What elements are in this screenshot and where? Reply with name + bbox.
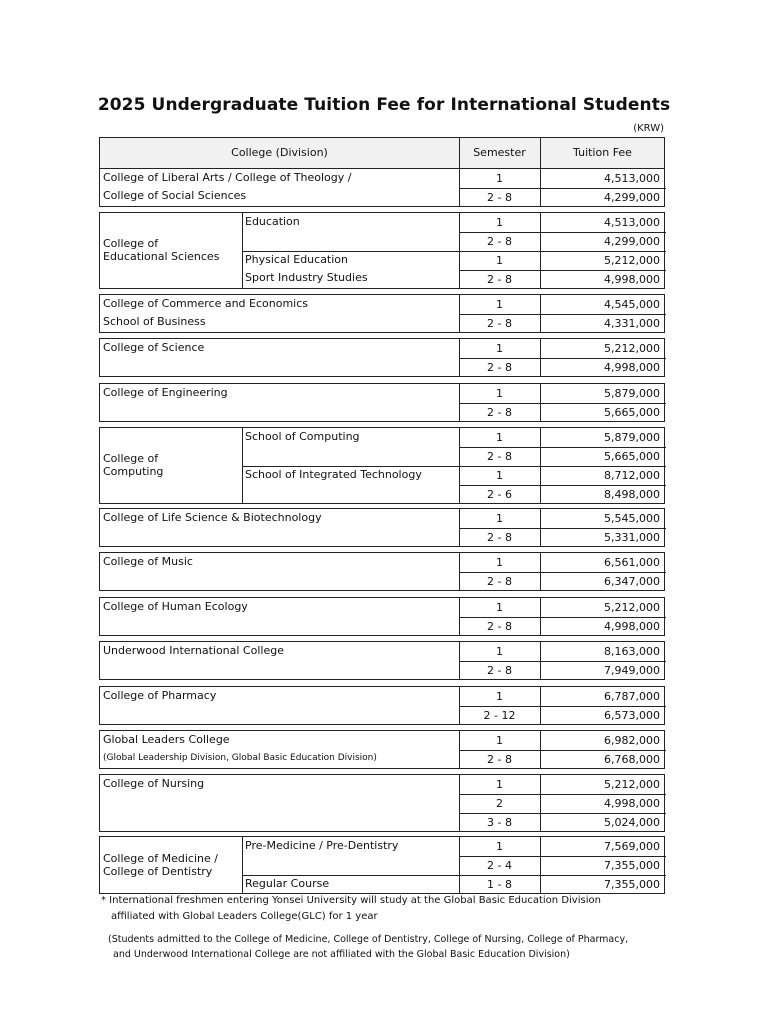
tuition-fee-cell: 8,163,000: [604, 645, 660, 658]
semester-cell: 1: [496, 778, 503, 791]
tuition-fee-cell: 6,787,000: [604, 690, 660, 703]
tuition-group: [99, 552, 665, 591]
semester-cell: 2 - 8: [487, 531, 512, 544]
tuition-fee-cell: 4,545,000: [604, 298, 660, 311]
tuition-fee-cell: 5,212,000: [604, 778, 660, 791]
tuition-fee-cell: 7,569,000: [604, 840, 660, 853]
semester-cell: 2 - 8: [487, 664, 512, 677]
semester-cell: 2 - 8: [487, 753, 512, 766]
tuition-fee-cell: 5,212,000: [604, 254, 660, 267]
college-name: College of Commerce and Economics: [103, 297, 309, 310]
tuition-group: [99, 338, 665, 377]
tuition-group: [99, 774, 665, 832]
semester-cell: 2 - 8: [487, 273, 512, 286]
tuition-group: [99, 836, 665, 894]
note-line-2: affiliated with Global Leaders College(GLC) for 1 year: [111, 911, 378, 922]
tuition-fee-cell: 4,998,000: [604, 273, 660, 286]
semester-cell: 2 - 12: [483, 709, 516, 722]
tuition-fee-cell: 4,331,000: [604, 317, 660, 330]
tuition-fee-cell: 5,545,000: [604, 512, 660, 525]
tuition-fee-cell: 4,998,000: [604, 361, 660, 374]
college-name: College of: [103, 237, 159, 250]
note-line-4: and Underwood International College are not affiliated with the Global Basic Education Division): [113, 949, 570, 960]
college-name: College of Dentistry: [103, 864, 213, 878]
currency-unit: (KRW): [633, 123, 664, 134]
college-name: College of Nursing: [103, 777, 205, 790]
tuition-group: [99, 294, 665, 333]
page-title: 2025 Undergraduate Tuition Fee for International Students: [97, 95, 671, 115]
tuition-fee-cell: 5,665,000: [604, 450, 660, 463]
semester-cell: 1: [496, 298, 503, 311]
semester-cell: 2: [496, 797, 503, 810]
tuition-fee-cell: 7,355,000: [604, 859, 660, 872]
semester-cell: 2 - 4: [487, 859, 512, 872]
semester-cell: 2 - 8: [487, 361, 512, 374]
division-name: School of Computing: [245, 430, 360, 443]
semester-cell: 1: [496, 469, 503, 482]
college-name: College of Human Ecology: [103, 600, 248, 613]
semester-cell: 1: [496, 254, 503, 267]
college-name: College of Social Sciences: [103, 189, 247, 202]
college-name: College of Music: [103, 555, 193, 568]
tuition-fee-cell: 4,299,000: [604, 191, 660, 204]
college-name: Computing: [103, 465, 164, 478]
college-name: Educational Sciences: [103, 250, 220, 263]
tuition-fee-cell: 8,712,000: [604, 469, 660, 482]
tuition-fee-cell: 4,513,000: [604, 172, 660, 185]
tuition-fee-cell: 5,212,000: [604, 342, 660, 355]
tuition-group: [99, 686, 665, 725]
college-name: Global Leaders College: [103, 733, 230, 746]
semester-cell: 1: [496, 601, 503, 614]
division-name: Education: [245, 215, 300, 228]
tuition-fee-cell: 7,355,000: [604, 878, 660, 891]
semester-cell: 2 - 8: [487, 450, 512, 463]
college-name: College of Science: [103, 341, 205, 354]
tuition-fee-cell: 5,879,000: [604, 431, 660, 444]
college-name: (Global Leadership Division, Global Basic Education Division): [103, 753, 377, 763]
tuition-group: [99, 427, 665, 504]
division-name: Sport Industry Studies: [245, 271, 368, 284]
header-semester: Semester: [473, 146, 526, 159]
tuition-group: [99, 641, 665, 680]
tuition-group: [99, 508, 665, 547]
tuition-group: [99, 383, 665, 422]
division-name: School of Integrated Technology: [245, 468, 422, 481]
tuition-fee-cell: 6,573,000: [604, 709, 660, 722]
college-name: Underwood International College: [103, 644, 284, 657]
semester-cell: 1: [496, 645, 503, 658]
tuition-fee-cell: 5,665,000: [604, 406, 660, 419]
tuition-group: [99, 168, 665, 207]
semester-cell: 1: [496, 690, 503, 703]
semester-cell: 1: [496, 216, 503, 229]
division-name: Regular Course: [245, 877, 330, 890]
semester-cell: 3 - 8: [487, 816, 512, 829]
tuition-fee-cell: 4,513,000: [604, 216, 660, 229]
tuition-fee-cell: 7,949,000: [604, 664, 660, 677]
college-name: College of Medicine /: [103, 851, 218, 865]
header-college: College (Division): [231, 146, 328, 159]
tuition-fee-cell: 5,879,000: [604, 387, 660, 400]
table-header: [99, 137, 665, 169]
semester-cell: 1: [496, 431, 503, 444]
semester-cell: 2 - 6: [487, 488, 512, 501]
tuition-fee-cell: 5,331,000: [604, 531, 660, 544]
college-name: School of Business: [103, 315, 206, 328]
division-name: Pre-Medicine / Pre-Dentistry: [245, 839, 399, 852]
semester-cell: 2 - 8: [487, 235, 512, 248]
semester-cell: 2 - 8: [487, 620, 512, 633]
tuition-fee-cell: 5,024,000: [604, 816, 660, 829]
tuition-group: [99, 212, 665, 289]
college-name: College of: [103, 452, 159, 465]
semester-cell: 1: [496, 172, 503, 185]
college-name: College of Engineering: [103, 386, 228, 399]
college-name: College of Liberal Arts / College of Theology /: [103, 171, 352, 184]
tuition-fee-cell: 6,768,000: [604, 753, 660, 766]
division-name: Physical Education: [245, 253, 349, 266]
tuition-fee-cell: 4,998,000: [604, 620, 660, 633]
semester-cell: 2 - 8: [487, 575, 512, 588]
semester-cell: 1: [496, 342, 503, 355]
college-name: College of Pharmacy: [103, 689, 217, 702]
semester-cell: 2 - 8: [487, 317, 512, 330]
semester-cell: 1: [496, 734, 503, 747]
note-line-1: * International freshmen entering Yonsei University will study at the Global Basic Education Division: [101, 895, 601, 906]
tuition-fee-cell: 4,299,000: [604, 235, 660, 248]
tuition-fee-cell: 8,498,000: [604, 488, 660, 501]
tuition-group: [99, 597, 665, 636]
college-name: College of Life Science & Biotechnology: [103, 511, 322, 524]
tuition-fee-cell: 6,561,000: [604, 556, 660, 569]
semester-cell: 1: [496, 512, 503, 525]
semester-cell: 1: [496, 840, 503, 853]
tuition-fee-cell: 6,347,000: [604, 575, 660, 588]
note-line-3: (Students admitted to the College of Medicine, College of Dentistry, College of Nursing, College of Pharmacy,: [108, 934, 629, 945]
semester-cell: 2 - 8: [487, 406, 512, 419]
header-fee: Tuition Fee: [573, 146, 632, 159]
tuition-fee-cell: 6,982,000: [604, 734, 660, 747]
semester-cell: 1: [496, 556, 503, 569]
tuition-fee-cell: 5,212,000: [604, 601, 660, 614]
tuition-fee-cell: 4,998,000: [604, 797, 660, 810]
tuition-group: [99, 730, 665, 769]
semester-cell: 2 - 8: [487, 191, 512, 204]
semester-cell: 1: [496, 387, 503, 400]
semester-cell: 1 - 8: [487, 878, 512, 891]
